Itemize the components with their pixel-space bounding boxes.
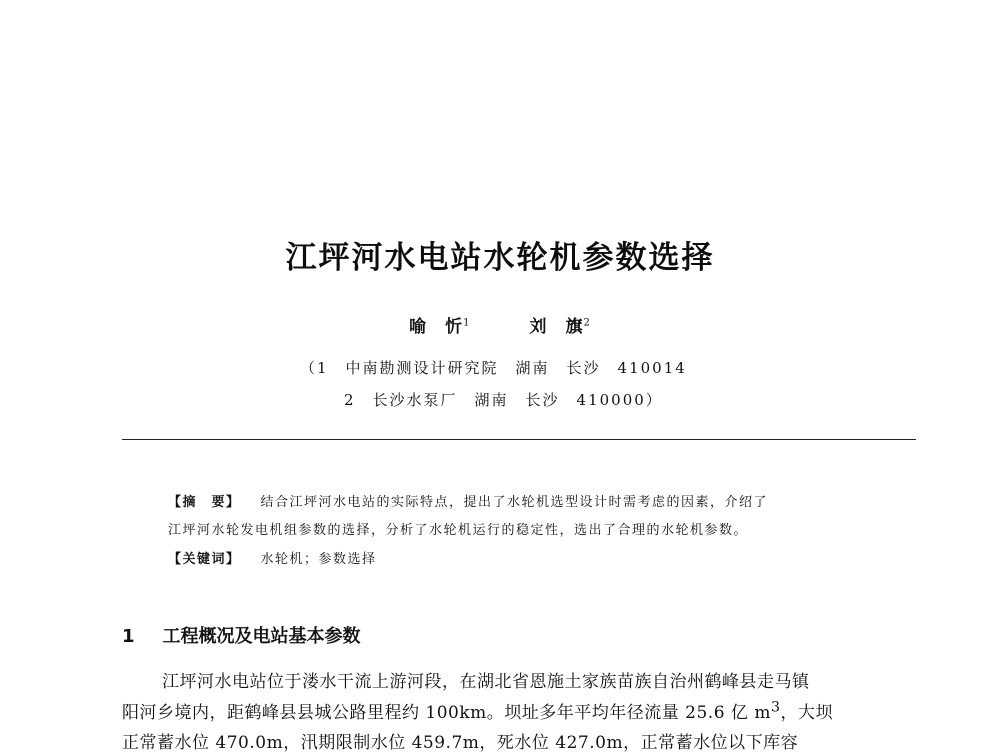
abstract-text-1: 结合江坪河水电站的实际特点，提出了水轮机选型设计时需考虑的因素，介绍了 xyxy=(260,495,769,510)
header-divider xyxy=(122,439,916,440)
author-1 xyxy=(409,317,470,337)
body-line-2-text-a: 阳河乡境内，距鹤峰县县城公路里程约 100km。坝址多年平均年径流量 25.6 亿 m xyxy=(122,703,771,723)
keywords-line xyxy=(168,548,868,567)
keywords-tag: 【关键词】 xyxy=(168,552,241,567)
affiliation-1: （1 中南勘测设计研究院 湖南 长沙 410014 xyxy=(300,359,687,377)
affiliation-2: 2 长沙水泵厂 湖南 长沙 410000） xyxy=(344,391,663,409)
author-2-affil-mark: 2 xyxy=(583,317,591,329)
section-1-number: 1 xyxy=(122,626,135,647)
body-line-1: 江坪河水电站位于溇水干流上游河段，在湖北省恩施土家族苗族自治州鹤峰县走马镇 xyxy=(162,672,810,692)
keywords-text: 水轮机；参数选择 xyxy=(260,552,377,567)
section-1-heading xyxy=(122,622,361,648)
author-2 xyxy=(529,317,590,337)
cubic-superscript: 3 xyxy=(770,699,781,716)
author-1-affil-mark: 1 xyxy=(463,317,471,329)
abstract-tag: 【摘 要】 xyxy=(168,495,241,510)
body-line-2-text-b: ，大坝 xyxy=(780,703,833,723)
body-line-3: 正常蓄水位 470.0m，汛期限制水位 459.7m，死水位 427.0m，正常蓄水位以下库容 xyxy=(122,733,799,753)
abstract-line-1 xyxy=(168,491,868,510)
section-1-title: 工程概况及电站基本参数 xyxy=(162,626,361,647)
author-1-name: 喻 忻 xyxy=(409,317,464,337)
paper-title: 江坪河水电站水轮机参数选择 xyxy=(285,240,715,276)
author-line xyxy=(0,312,1000,337)
body-line-2 xyxy=(122,698,922,723)
abstract-line-2: 江坪河水轮发电机组参数的选择，分析了水轮机运行的稳定性，选出了合理的水轮机参数。 xyxy=(168,523,749,538)
author-2-name: 刘 旗 xyxy=(529,317,584,337)
